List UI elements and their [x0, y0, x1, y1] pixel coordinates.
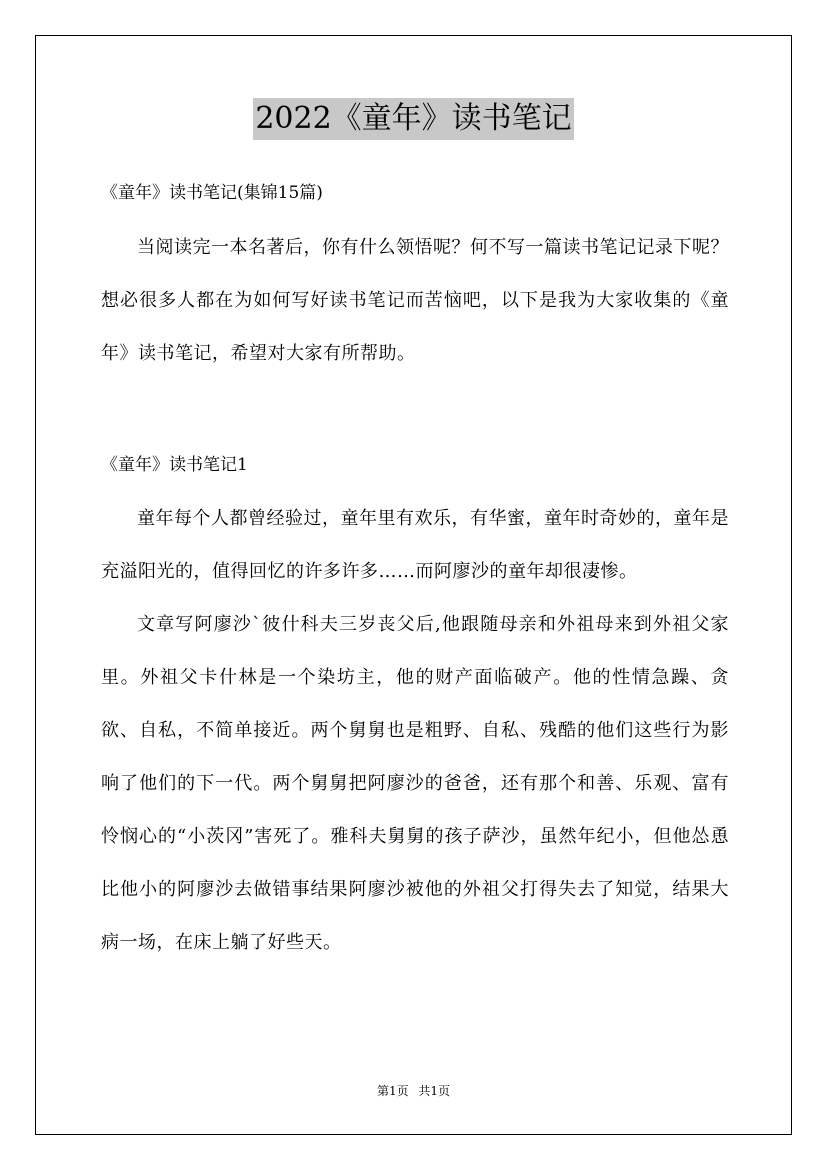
page-number: 第1页: [376, 1084, 409, 1098]
document-subtitle: 《童年》读书笔记(集锦15篇): [101, 183, 323, 203]
page-footer: [0, 1082, 827, 1100]
intro-block: [101, 221, 729, 380]
body-paragraph: 童年每个人都曾经验过，童年里有欢乐，有华蜜，童年时奇妙的，童年是充溢阳光的，值得回忆的许多许多……而阿廖沙的童年却很凄惨。: [101, 508, 729, 582]
article-body: [101, 492, 729, 969]
document-title: 2022《童年》读书笔记: [253, 98, 573, 140]
body-paragraph: 文章写阿廖沙`彼什科夫三岁丧父后,他跟随母亲和外祖母来到外祖父家里。外祖父卡什林是一个染坊主，他的财产面临破产。他的性情急躁、贪欲、自私，不简单接近。两个舅舅也是粗野、自私、残酷的他们这些行为影响了他们的下一代。两个舅舅把阿廖沙的爸爸，还有那个和善、乐观、富有怜悯心的“小茨冈”害死了。雅科夫舅舅的孩子萨沙，虽然年纪小，但他怂恿比他小的阿廖沙去做错事结果阿廖沙被他的外祖父打得失去了知觉，结果大病一场，在床上躺了好些天。: [101, 614, 729, 953]
section-heading: 《童年》读书笔记1: [101, 455, 248, 475]
page-total: 共1页: [418, 1084, 451, 1098]
intro-paragraph: 当阅读完一本名著后，你有什么领悟呢？何不写一篇读书笔记记录下呢？想必很多人都在为如何写好读书笔记而苦恼吧，以下是我为大家收集的《童年》读书笔记，希望对大家有所帮助。: [101, 237, 729, 364]
title-container: [0, 98, 827, 140]
